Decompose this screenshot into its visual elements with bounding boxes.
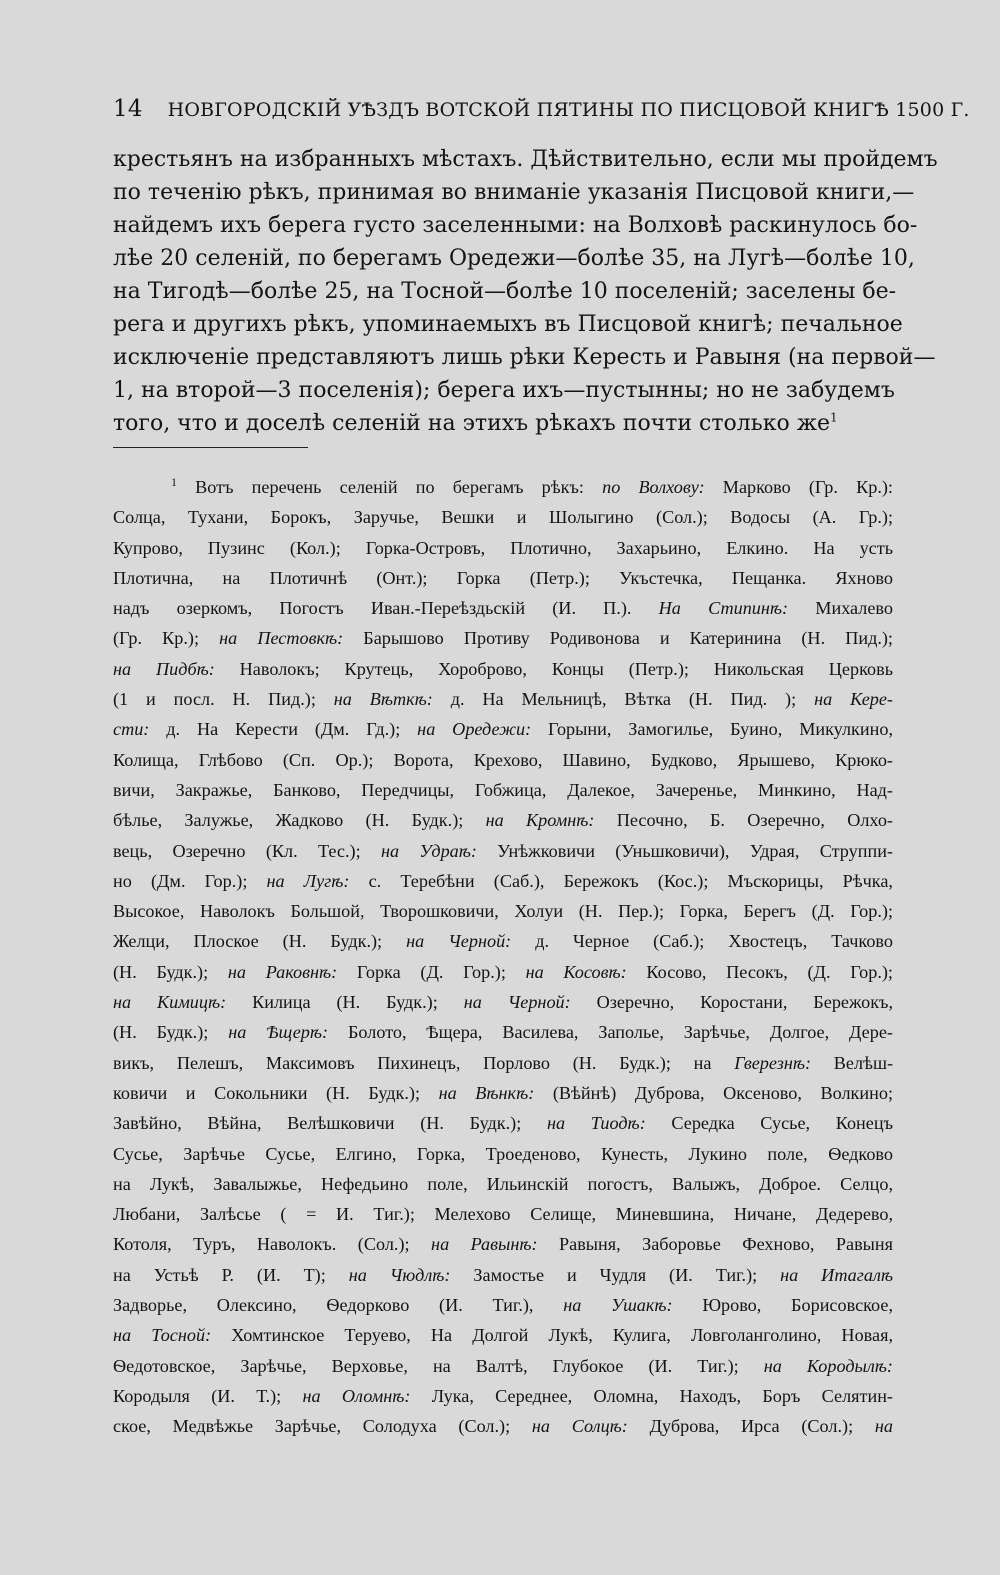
- footnote-line: [113, 926, 893, 956]
- footnote-text: ское, Медвѣжье Зарѣчье, Солодуха (Сол.);: [113, 1416, 532, 1437]
- river-name: на Ушакѣ:: [563, 1295, 673, 1316]
- footnote-line: [113, 805, 893, 835]
- footnote-line: [113, 1411, 893, 1441]
- footnote-line: [113, 563, 893, 593]
- footnote-text: д. На Мельницѣ, Вѣтка (Н. Пид. );: [432, 689, 815, 710]
- footnote-line: [113, 1229, 893, 1259]
- footnote-text: д. На Керести (Дм. Гд.);: [149, 719, 418, 740]
- body-line: найдемъ ихъ берега густо заселенными: на Волховѣ раскинулось бо-: [113, 213, 918, 238]
- footnote-line: [113, 775, 893, 805]
- footnote-text: бѣлье, Залужье, Жадково (Н. Будк.);: [113, 810, 486, 831]
- footnote-text: Дуброва, Ирса (Сол.);: [627, 1416, 875, 1437]
- river-name: на Лугѣ:: [266, 870, 350, 891]
- footnote-text: на Лукѣ, Завалыжье, Нефедьино поле, Ильинскій погостъ, Валыжъ, Доброе. Селцо,: [113, 1173, 893, 1194]
- river-name: на Ѣщерѣ:: [228, 1022, 329, 1043]
- footnote-text: Юрово, Борисовское,: [672, 1295, 893, 1316]
- body-line: 1, на второй—3 поселенія); берега ихъ—пустынны; но не забудемъ: [113, 378, 895, 403]
- footnote-text: но (Дм. Гор.);: [113, 870, 267, 891]
- footnote-text: (1 и посл. Н. Пид.);: [113, 689, 334, 710]
- river-name: на Оредежи:: [417, 719, 532, 740]
- river-name: на Оломнѣ:: [302, 1385, 411, 1406]
- footnote-line: [113, 866, 893, 896]
- river-name: на Косовѣ:: [525, 961, 627, 982]
- footnote-text: (Вѣйнѣ) Дуброва, Оксеново, Волкино;: [534, 1082, 893, 1103]
- footnote-text: д. Черное (Саб.); Хвостецъ, Тачково: [511, 931, 893, 952]
- footnote-text: Колища, Глѣбово (Сп. Ор.); Ворота, Крехово, Шавино, Будково, Ярышево, Крюко-: [113, 749, 893, 770]
- footnote-text: (Н. Будк.);: [113, 961, 228, 982]
- footnote-text: вець, Озеречно (Кл. Тес.);: [113, 840, 381, 861]
- body-line: на Тигодѣ—болѣе 25, на Тосной—болѣе 10 поселеній; заселены бе-: [113, 279, 897, 304]
- footnote-text: ковичи и Сокольники (Н. Будк.);: [113, 1082, 439, 1103]
- river-name: на Кромнѣ:: [485, 810, 595, 831]
- river-name: на Тосной:: [113, 1325, 212, 1346]
- river-name: На Стипинѣ:: [658, 598, 789, 619]
- footnote-text: Михалево: [788, 598, 893, 619]
- running-title: НОВГОРОДСКІЙ УѢЗДЪ ВОТСКОЙ ПЯТИНЫ ПО ПИСЦОВОЙ КНИГѢ 1500 Г.: [167, 99, 970, 121]
- footnote-line: [113, 714, 893, 744]
- footnote-line: [113, 1290, 893, 1320]
- footnote-text: Замостье и Чудля (И. Тиг.);: [450, 1264, 781, 1285]
- footnote-text: Наволокъ; Крутець, Хороброво, Концы (Петр.); Никольская Церковь: [214, 658, 893, 679]
- river-name: по Волхову:: [602, 477, 705, 497]
- footnote-text: надъ озеркомъ, Погостъ Иван.-Переѣздьскій (И. П.).: [113, 598, 659, 619]
- footnote-text: на Устьѣ Р. (И. Т);: [113, 1264, 349, 1285]
- footnote-line: [113, 896, 893, 926]
- footnote-text: Солца, Тухани, Борокъ, Заручье, Вешки и Шолыгино (Сол.); Водосы (А. Гр.);: [113, 507, 893, 528]
- river-name: на Черной:: [463, 992, 571, 1013]
- footnote-text: викъ, Пелешъ, Максимовъ Пихинецъ, Порлово (Н. Будк.); на: [113, 1052, 735, 1073]
- river-name: на Пидбѣ:: [113, 658, 215, 679]
- footnote: [113, 472, 893, 1442]
- footnote-line: [113, 472, 893, 502]
- body-line: рега и другихъ рѣкъ, упоминаемыхъ въ Писцовой книгѣ; печальное: [113, 312, 903, 337]
- footnote-text: Вотъ перечень селеній по берегамъ рѣкъ:: [177, 477, 603, 497]
- body-line: лѣе 20 селеній, по берегамъ Оредежи—болѣе 35, на Лугѣ—болѣе 10,: [113, 246, 915, 271]
- footnote-line: [113, 1320, 893, 1350]
- river-name: сти:: [113, 719, 150, 740]
- running-header: [113, 96, 970, 122]
- page-number: 14: [113, 96, 143, 122]
- footnote-text: Равыня, Заборовье Фехново, Равыня: [537, 1234, 894, 1255]
- footnote-text: Кородыля (И. Т.);: [113, 1385, 303, 1406]
- footnote-text: (Н. Будк.);: [113, 1022, 229, 1043]
- footnote-line: [113, 654, 893, 684]
- footnote-text: Задворье, Олексино, Ѳедорково (И. Тиг.),: [113, 1295, 564, 1316]
- river-name: на Кере-: [814, 689, 893, 710]
- footnote-line: [113, 502, 893, 532]
- river-name: на Солцѣ:: [531, 1416, 628, 1437]
- footnote-line: [113, 1078, 893, 1108]
- body-line-text: того, что и доселѣ селеній на этихъ рѣкахъ почти столько же: [113, 411, 830, 436]
- footnote-text: Середка Сусье, Конецъ: [645, 1113, 893, 1134]
- footnote-text: Унѣжковичи (Уньшковичи), Удрая, Струппи-: [476, 840, 893, 861]
- footnote-reference: 1: [830, 410, 838, 425]
- footnote-text: Высокое, Наволокъ Большой, Творошковичи, Холуи (Н. Пер.); Горка, Берегъ (Д. Гор.);: [113, 901, 893, 922]
- body-line: крестьянъ на избранныхъ мѣстахъ. Дѣйствительно, если мы пройдемъ: [113, 147, 938, 172]
- footnote-line: [113, 533, 893, 563]
- footnote-text: Барышово Противу Родивонова и Катеринина (Н. Пид.);: [343, 628, 893, 649]
- footnote-line: [113, 957, 893, 987]
- footnote-separator: [113, 447, 308, 448]
- footnote-text: Плотична, на Плотичнѣ (Онт.); Горка (Петр.); Укъстечка, Пещанка. Яхново: [113, 567, 893, 588]
- footnote-text: Горыни, Замогилье, Буино, Микулкино,: [531, 719, 893, 740]
- footnote-text: Желци, Плоское (Н. Будк.);: [113, 931, 407, 952]
- river-name: на Чюдлѣ:: [348, 1264, 451, 1285]
- footnote-text: Любани, Залѣсье ( = И. Тиг.); Мелехово Селище, Миневшина, Ничане, Дедерево,: [113, 1204, 893, 1225]
- river-name: на Тиодѣ:: [546, 1113, 646, 1134]
- footnote-text: Горка (Д. Гор.);: [337, 961, 526, 982]
- footnote-text: вичи, Закражье, Банково, Передчицы, Гобжица, Далекое, Зачеренье, Минкино, Над-: [113, 779, 893, 800]
- footnote-text: Марково (Гр. Кр.):: [704, 477, 893, 497]
- footnote-text: Котоля, Туръ, Наволокъ. (Сол.);: [113, 1234, 432, 1255]
- river-name: на Равынѣ:: [431, 1234, 538, 1255]
- river-name: на Кимицѣ:: [113, 992, 227, 1013]
- river-name: Гверезнѣ:: [734, 1052, 812, 1073]
- footnote-text: Хомтинское Теруево, На Долгой Лукѣ, Кулига, Ловголанголино, Новая,: [211, 1325, 893, 1346]
- footnote-text: Озеречно, Коростани, Бережокъ,: [570, 992, 893, 1013]
- footnote-line: [113, 745, 893, 775]
- footnote-text: Болото, Ѣщера, Василева, Заполье, Зарѣчье, Долгое, Дере-: [328, 1022, 893, 1043]
- footnote-line: [113, 1139, 893, 1169]
- river-name: на Итагалѣ: [780, 1264, 894, 1285]
- footnote-text: Ѳедотовское, Зарѣчье, Верховье, на Валтѣ, Глубокое (И. Тиг.);: [113, 1355, 764, 1376]
- footnote-line: [113, 1169, 893, 1199]
- footnote-line: [113, 836, 893, 866]
- river-name: на Вѣткѣ:: [333, 689, 433, 710]
- footnote-text: Велѣш-: [811, 1052, 894, 1073]
- river-name: на Черной:: [406, 931, 512, 952]
- body-line: исключеніе представляютъ лишь рѣки Кересть и Равыня (на первой—: [113, 345, 936, 370]
- footnote-text: Косово, Песокъ, (Д. Гор.);: [626, 961, 893, 982]
- footnote-line: [113, 684, 893, 714]
- footnote-text: Сусье, Зарѣчье Сусье, Елгино, Горка, Троеденово, Кунесть, Лукино поле, Ѳедково: [113, 1143, 893, 1164]
- footnote-line: [113, 593, 893, 623]
- body-line-last: [113, 407, 893, 440]
- footnote-line: [113, 1381, 893, 1411]
- footnote-text: Килица (Н. Будк.);: [226, 992, 464, 1013]
- footnote-text: Купрово, Пузинс (Кол.); Горка-Островъ, Плотично, Захарьино, Елкино. На усть: [113, 537, 893, 558]
- footnote-line: [113, 623, 893, 653]
- footnote-text: Завѣйно, Вѣйна, Велѣшковичи (Н. Будк.);: [113, 1113, 547, 1134]
- river-name: на Удраѣ:: [380, 840, 477, 861]
- footnote-line: [113, 1351, 893, 1381]
- footnote-line: [113, 987, 893, 1017]
- main-text: [113, 143, 938, 440]
- river-name: на: [874, 1416, 893, 1437]
- footnote-line: [113, 1108, 893, 1138]
- footnote-text: Песочно, Б. Озеречно, Олхо-: [594, 810, 893, 831]
- river-name: на Раковнѣ:: [227, 961, 338, 982]
- footnote-line: [113, 1048, 893, 1078]
- footnote-line: [113, 1199, 893, 1229]
- body-line: по теченію рѣкъ, принимая во вниманіе указанія Писцовой книги,—: [113, 180, 915, 205]
- river-name: на Кородылѣ:: [763, 1355, 893, 1376]
- footnote-line: [113, 1260, 893, 1290]
- footnote-text: (Гр. Кр.);: [113, 628, 220, 649]
- footnote-number: 1: [171, 474, 177, 489]
- footnote-text: Лука, Середнее, Оломна, Находъ, Боръ Селятин-: [410, 1385, 893, 1406]
- river-name: на Пестовкѣ:: [219, 628, 344, 649]
- footnote-text: с. Теребѣни (Саб.), Бережокъ (Кос.); Мъскорицы, Рѣчка,: [349, 870, 893, 891]
- footnote-line: [113, 1017, 893, 1047]
- river-name: на Вѣнкѣ:: [438, 1082, 535, 1103]
